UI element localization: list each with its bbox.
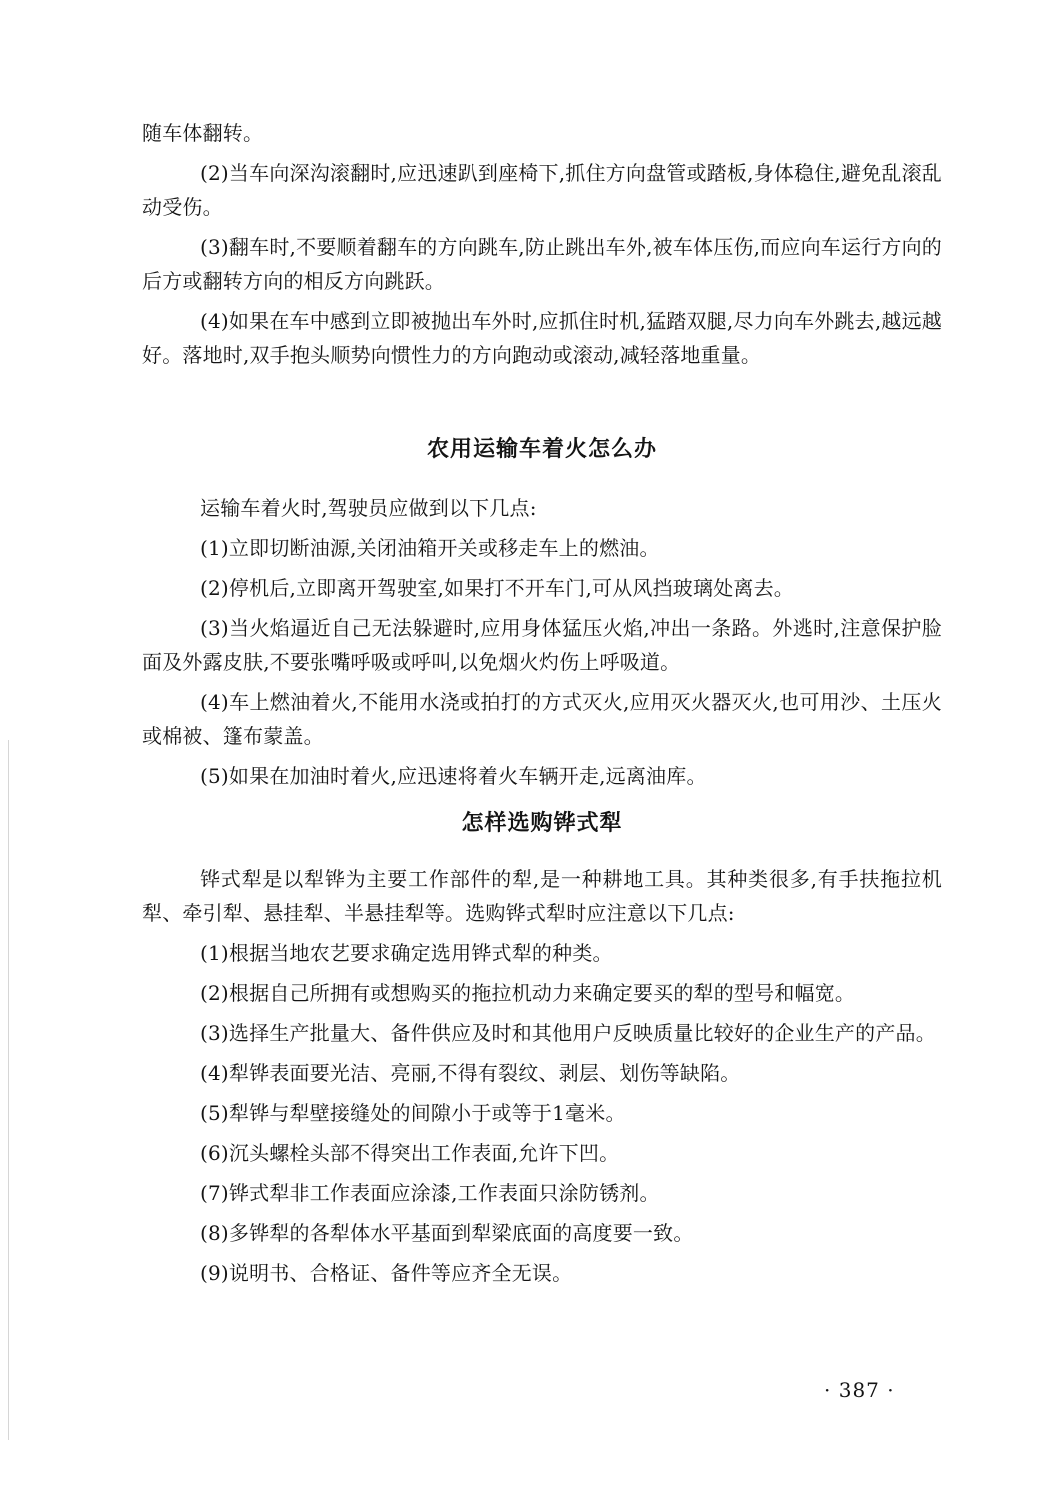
paragraph: (2)根据自己所拥有或想购买的拖拉机动力来确定要买的犁的型号和幅宽。 — [200, 981, 856, 1005]
paragraph: (3)翻车时,不要顺着翻车的方向跳车,防止跳出车外,被车体压伤,而应向车运行方向的后方或翻转方向的相反方向跳跃。 — [142, 235, 942, 293]
section-plow-selection — [142, 862, 942, 1290]
paragraph: (1)立即切断油源,关闭油箱开关或移走车上的燃油。 — [200, 536, 660, 560]
section-heading-plow-selection: 怎样选购铧式犁 — [461, 811, 623, 836]
section-heading-vehicle-fire: 农用运输车着火怎么办 — [426, 437, 657, 462]
section-vehicle-fire — [142, 491, 942, 793]
paragraph: (3)当火焰逼近自己无法躲避时,应用身体猛压火焰,冲出一条路。外逃时,注意保护脸面及外露皮肤,不要张嘴呼吸或呼叫,以免烟火灼伤上呼吸道。 — [142, 616, 942, 674]
paragraph: (7)铧式犁非工作表面应涂漆,工作表面只涂防锈剂。 — [200, 1181, 660, 1205]
scan-edge-line — [8, 740, 9, 1440]
paragraph: (4)如果在车中感到立即被抛出车外时,应抓住时机,猛踏双腿,尽力向车外跳去,越远越好。落地时,双手抱头顺势向惯性力的方向跑动或滚动,减轻落地重量。 — [142, 309, 942, 367]
paragraph: (5)犁铧与犁壁接缝处的间隙小于或等于1毫米。 — [200, 1101, 626, 1125]
paragraph: (1)根据当地农艺要求确定选用铧式犁的种类。 — [200, 941, 613, 965]
paragraph: (4)车上燃油着火,不能用水浇或拍打的方式灭火,应用灭火器灭火,也可用沙、土压火或棉被、篷布蒙盖。 — [142, 690, 942, 748]
paragraph: (5)如果在加油时着火,应迅速将着火车辆开走,远离油库。 — [200, 764, 707, 788]
paragraph: (2)停机后,立即离开驾驶室,如果打不开车门,可从风挡玻璃处离去。 — [200, 576, 795, 600]
paragraph: (4)犁铧表面要光洁、亮丽,不得有裂纹、剥层、划伤等缺陷。 — [200, 1061, 741, 1085]
paragraph: (3)选择生产批量大、备件供应及时和其他用户反映质量比较好的企业生产的产品。 — [200, 1021, 936, 1045]
paragraph: (2)当车向深沟滚翻时,应迅速趴到座椅下,抓住方向盘管或踏板,身体稳住,避免乱滚乱动受伤。 — [142, 161, 942, 219]
page-number: · 387 · — [824, 1378, 895, 1402]
paragraph: (9)说明书、合格证、备件等应齐全无误。 — [200, 1261, 573, 1285]
paragraph: (8)多铧犁的各犁体水平基面到犁梁底面的高度要一致。 — [200, 1221, 694, 1245]
paragraph: 随车体翻转。 — [142, 121, 264, 145]
paragraph: 铧式犁是以犁铧为主要工作部件的犁,是一种耕地工具。其种类很多,有手扶拖拉机犁、牵引犁、悬挂犁、半悬挂犁等。选购铧式犁时应注意以下几点: — [142, 867, 942, 925]
paragraph: (6)沉头螺栓头部不得突出工作表面,允许下凹。 — [200, 1141, 620, 1165]
section-rollover-continued — [142, 116, 942, 372]
paragraph: 运输车着火时,驾驶员应做到以下几点: — [200, 496, 537, 520]
